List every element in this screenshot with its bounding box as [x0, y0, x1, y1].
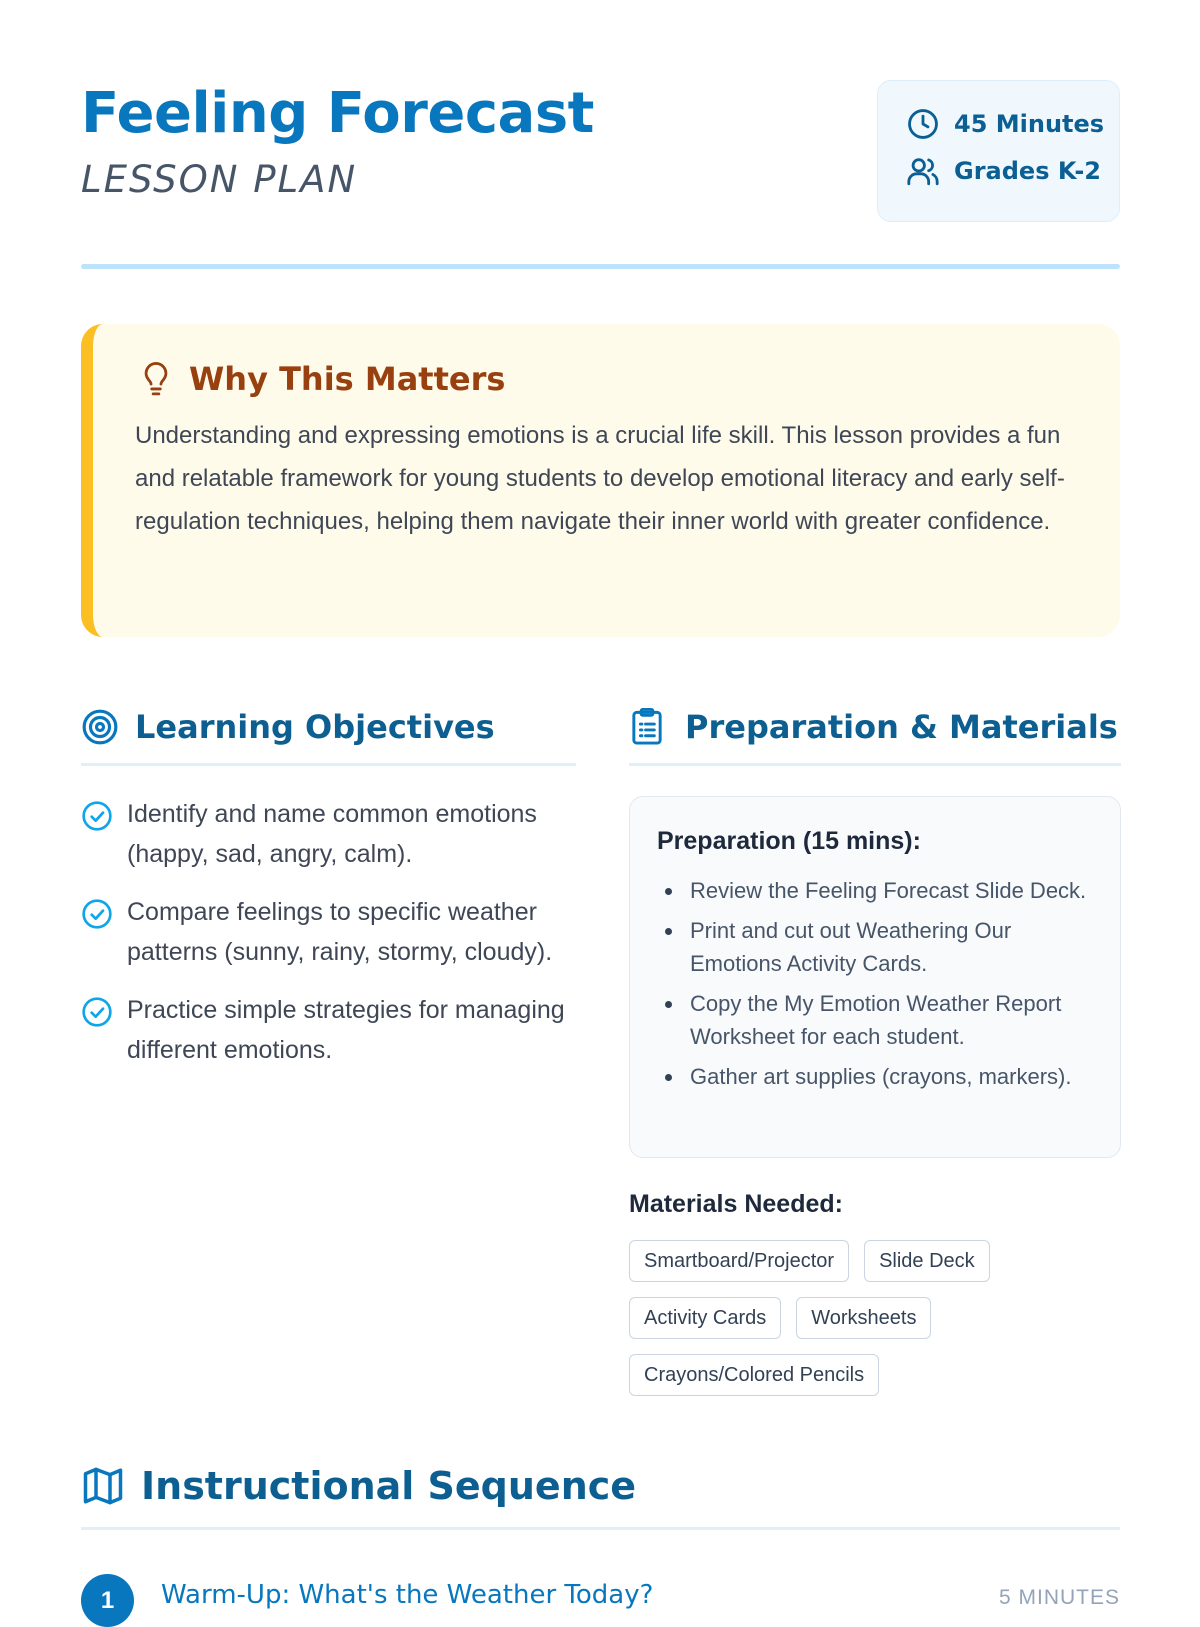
preparation-divider: [629, 763, 1121, 766]
users-icon: [906, 154, 940, 188]
why-this-matters-callout: [81, 324, 1120, 637]
material-tag: Worksheets: [796, 1297, 931, 1339]
sequence-step: [81, 1574, 1120, 1614]
preparation-box: [629, 796, 1121, 1158]
sequence-heading: [81, 1464, 636, 1508]
preparation-list: [657, 874, 1096, 1093]
preparation-item: Gather art supplies (crayons, markers).: [657, 1060, 1096, 1093]
why-title: Why This Matters: [189, 360, 506, 398]
page-subtitle: LESSON PLAN: [81, 158, 358, 201]
why-body: Understanding and expressing emotions is a crucial life skill. This lesson provides a fun and relatable framework for young students to develop emotional literacy and early self-regulation techniques, helping them navigate their inner world with greater confidence.: [135, 422, 1065, 535]
clipboard-list-icon: [629, 708, 665, 746]
preparation-item: Print and cut out Weathering Our Emotions Activity Cards.: [657, 914, 1096, 980]
preparation-heading: [629, 708, 1118, 746]
materials-tags: [629, 1240, 1121, 1411]
sequence-divider: [81, 1527, 1120, 1530]
map-icon: [81, 1465, 125, 1507]
material-tag: Crayons/Colored Pencils: [629, 1354, 879, 1396]
clock-icon: [906, 107, 940, 141]
duration-text: 45 Minutes: [954, 110, 1105, 138]
target-icon: [81, 708, 119, 746]
objective-text: Identify and name common emotions (happy, sad, angry, calm).: [127, 800, 537, 868]
check-circle-icon: [81, 996, 113, 1028]
objective-item: [81, 990, 581, 1070]
lightbulb-icon: [139, 360, 173, 398]
step-number-badge: 1: [81, 1574, 134, 1627]
lesson-header: [81, 80, 1120, 202]
why-heading: [139, 360, 1080, 398]
objectives-divider: [81, 763, 576, 766]
material-tag: Slide Deck: [864, 1240, 990, 1282]
step-title: Warm-Up: What's the Weather Today?: [161, 1580, 654, 1610]
objective-text: Compare feelings to specific weather patterns (sunny, rainy, stormy, cloudy).: [127, 898, 553, 966]
material-tag: Smartboard/Projector: [629, 1240, 849, 1282]
sequence-title: Instructional Sequence: [141, 1464, 637, 1508]
grades-meta: [906, 156, 1119, 186]
objective-item: [81, 892, 581, 972]
preparation-item: Copy the My Emotion Weather Report Worksheet for each student.: [657, 987, 1096, 1053]
objectives-heading: [81, 708, 495, 746]
objective-item: [81, 794, 581, 874]
preparation-subtitle: Preparation (15 mins):: [657, 827, 921, 855]
objective-text: Practice simple strategies for managing different emotions.: [127, 996, 565, 1064]
page-title: Feeling Forecast: [81, 81, 594, 146]
duration-meta: [906, 109, 1119, 139]
preparation-title: Preparation & Materials: [685, 708, 1118, 746]
preparation-item: Review the Feeling Forecast Slide Deck.: [657, 874, 1096, 907]
objectives-title: Learning Objectives: [135, 708, 495, 746]
check-circle-icon: [81, 898, 113, 930]
step-duration: 5 MINUTES: [998, 1586, 1120, 1609]
header-divider: [81, 264, 1120, 269]
material-tag: Activity Cards: [629, 1297, 781, 1339]
check-circle-icon: [81, 800, 113, 832]
lesson-meta-box: [877, 80, 1120, 222]
grades-text: Grades K-2: [954, 157, 1101, 185]
materials-title: Materials Needed:: [629, 1190, 843, 1218]
objectives-list: [81, 794, 581, 1088]
